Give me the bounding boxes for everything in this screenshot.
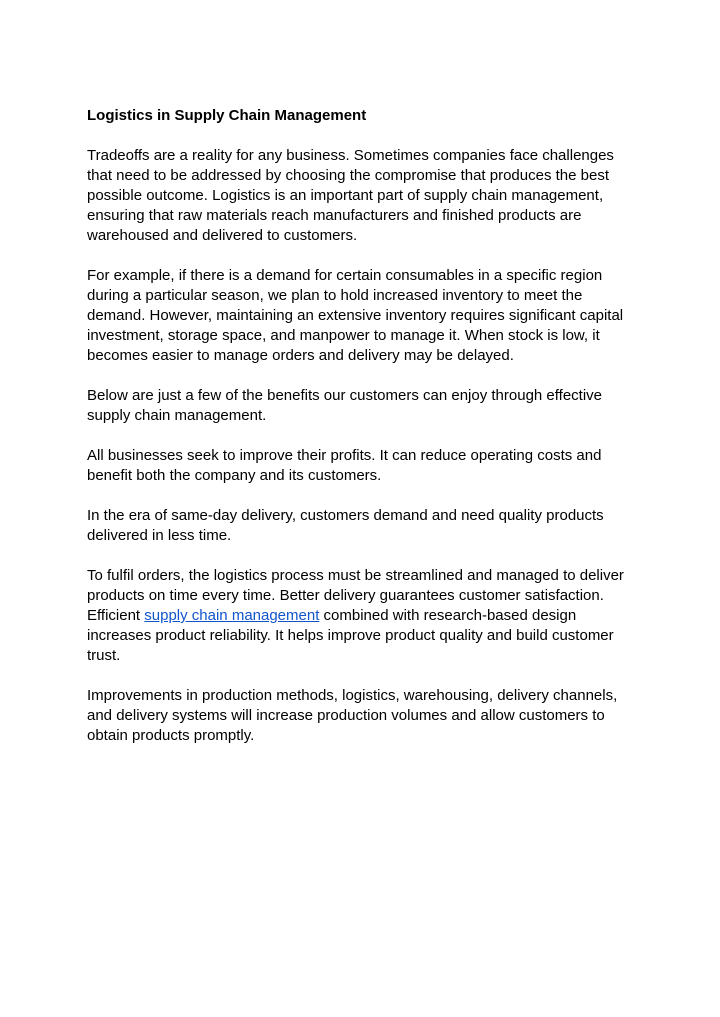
document-page xyxy=(87,106,647,766)
paragraph-tradeoffs: Tradeoffs are a reality for any business. Sometimes companies face challenges that need to be addressed by choosing the compromise that produces the best possible outcome. Logistics is an important part of supply chain management, ensuring that raw materials reach manufacturers and finished products are warehoused and delivered to customers. xyxy=(87,147,614,244)
paragraph-same-day-delivery: In the era of same-day delivery, customers demand and need quality products delivered in less time. xyxy=(87,507,604,544)
paragraph-fulfil-orders xyxy=(87,566,640,666)
paragraph-improvements: Improvements in production methods, logistics, warehousing, delivery channels, and delivery systems will increase production volumes and allow customers to obtain products promptly. xyxy=(87,687,618,744)
supply-chain-management-link[interactable]: supply chain management xyxy=(144,607,320,624)
paragraph-fulfil-orders-before: To fulfil orders, the logistics process must be streamlined and managed to deliver products on time every time. Better delivery guarantees customer satisfaction. Efficient xyxy=(87,567,624,624)
paragraph-fulfil-orders-after: combined with research-based design increases product reliability. It helps improve product quality and build customer trust. xyxy=(87,607,614,664)
paragraph-profits: All businesses seek to improve their profits. It can reduce operating costs and benefit both the company and its customers. xyxy=(87,447,602,484)
paragraph-example: For example, if there is a demand for certain consumables in a specific region during a particular season, we plan to hold increased inventory to meet the demand. However, maintaining an extensive inventory requires significant capital investment, storage space, and manpower to manage it. When stock is low, it becomes easier to manage orders and delivery may be delayed. xyxy=(87,267,624,364)
paragraph-benefits-intro: Below are just a few of the benefits our customers can enjoy through effective supply chain management. xyxy=(87,387,603,424)
document-title: Logistics in Supply Chain Management xyxy=(87,107,367,124)
